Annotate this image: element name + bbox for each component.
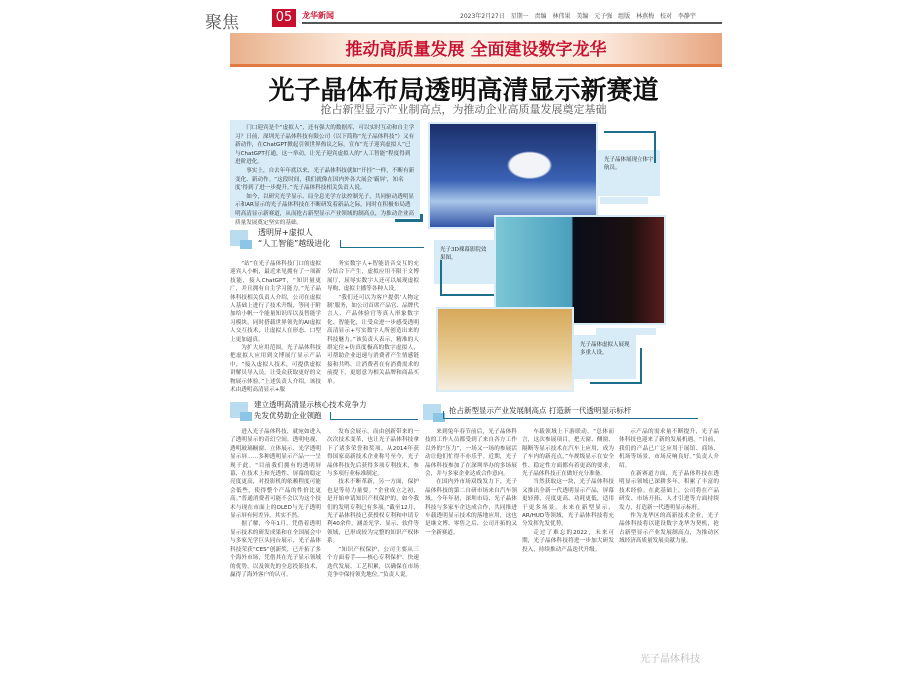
paragraph: 当然获取这一块，光子晶体科技又推出全新一代透明显示产品，屏幕更轻薄、亮度更高、功耗更低，适用于更多场景。未来在新型显示、AR/HUD等领域，光子晶体科技将充分发挥先发优势。 [522, 479, 614, 528]
section1-column-2 [327, 260, 419, 398]
section1-title-line1: 透明屏+虚拟人 [258, 228, 313, 237]
section3-column-1 [425, 428, 517, 664]
photo-virtual-receptionist [436, 307, 574, 392]
paragraph: 技术不断革新，另一方面，保护也是等待力量要。“企业成立之初，是开始申请知识产权保护的，如今我们的发明专利已有多项。”截至12月，光子晶体科技已获授权专利和申请专利40余件，涵盖光学、显示、软件等领域，已形成较为完整的知识产权体系。 [327, 479, 419, 545]
paragraph: 示产品的需求量不断提升，光子晶体科技也迎来了新的发展机遇。“目前，我们的产品已广泛应用于展馆、商场、机场等场景，市场反响良好。”负责人介绍。 [619, 429, 719, 469]
paragraph: 进入光子晶体科技，就宛如进入了透明显示的奇幻空间。透明电视、透明玻璃橱窗、立体展示、光学透明显示屏……多种透明显示产品一一呈现于此。“目前我们拥有的透明屏幕，在技术上和光透性、屏幕的稳定亮度更高，对投影机的依赖程度可能会低些，使得整个产品的性价比更高。”普通消费者可能不会以为这个技术与现在市面上的OLED与光子透明显示屏有何差异，其实不然。 [230, 429, 321, 520]
paragraph: 车载领域上下游联动，“总体而言，这次参展项目，把天窗、侧窗、隔断等显示技术在汽车上应用，成为了车内的新亮点。”车规级显示在安全性、稳定性方面都有着更高的要求，光子晶体科技正在做好充分准备。 [522, 429, 614, 478]
section2-title-line2: 先发优势助企业领跑 [254, 411, 322, 420]
section3-heading [423, 400, 723, 424]
section2-heading [230, 400, 420, 424]
paragraph: 发布会展示，而由创新带来的一次次技术变革，也让光子晶体科技拿下了诸多荣誉和奖项。从2014年获得国家高新技术企业称号至今，光子晶体科技先后获得多项专利技术，参与多项行业标准制定。 [327, 429, 419, 478]
photo-astronaut [428, 122, 598, 229]
paragraph: “我们还可以为客户提供‘人物定制’服务，如公司首席产品官、品牌代言人、产品体验官等真人形象数字化、智能化，让受众进一步感受透明高清显示+写实数字人所创造出来的科技魅力。”该负责人表示，精准的人群定位+仿真度极高的数字虚拟人，可帮助企业迅速与消费者产生情感链接和共鸣，让消费者在有消费需求的前提下，更愿意为相关品牌和商品买单。 [327, 294, 419, 385]
paragraph: 来到兔年春节前后，光子晶体科技的工作人员都受到了来自各方工作以外的“压力”，一场又一场的参展活动让他们忙得不亦乐乎。近期，光子晶体科技参加了在深圳举办的多场展会，并与多家企业达成合作意向。 [425, 429, 517, 478]
section1-column-1 [230, 260, 321, 398]
issue-meta: 2023年2月27日 星期一 责编 林伟果 美编 元子强 组版 林燕梅 校对 李静宇 [460, 13, 696, 20]
section1-title-line2: “人工智能”越级进化 [258, 239, 331, 248]
decor-corner [395, 214, 423, 222]
paragraph: “站”在光子晶体科技门口的虚拟迎宾人小帆，最近来见拥有了一项新技能，接入ChatGPT，“知识量更广，并且拥有自主学习能力。”光子晶体科技相关负责人介绍，公司在虚拟人基础上进行了技术升级，等同于附加给小帆一个能量知识库以及智能学习模块，同时搭载世界领先的AI虚拟人交互技术，让虚拟人在形态、口型上更加逼真。 [230, 261, 321, 343]
watermark: 光子晶体科技 [640, 654, 700, 665]
intro-paragraph: 门口迎宾是个“虚拟人”，还有强大的数据库，可以实时互动和自主学习？日前，深圳光子晶体科技有限公司（以下简称“光子晶体科技”）又有新动作，在ChatGPT掀起引领世界热议之际，宣布“光子迎宾虚拟人”已与ChatGPT打通，这一举动，让光子迎宾虚拟人的“人工智能”程度得到进阶进化。 [235, 125, 415, 166]
masthead-logo: 龙华新闻 [302, 11, 334, 20]
intro-box [230, 120, 420, 226]
intro-paragraph: 事实上，自去年年底以来，光子晶体科技就如“开挂”一样，不断有新变化、新动作。“这段时间，我们就像在国内外各大展会‘霸屏’，知名度‘得到了进一步提升。”光子晶体科技相关负责人说。 [235, 167, 415, 192]
section2-title-line1: 建立透明高清显示核心技术竞争力 [254, 400, 367, 409]
section3-column-2 [522, 428, 614, 664]
caption-virtual-human: 光子晶体虚拟人展现多重人设。 [574, 335, 636, 379]
section-label: 聚焦 [205, 13, 239, 33]
header-rule [302, 22, 722, 24]
subheadline: 抢占新型显示产业制高点，为推动企业高质量发展奠定基础 [320, 103, 607, 116]
section2-column-1 [230, 428, 321, 664]
section3-title: 抢占新型显示产业发展制高点 打造新一代透明显示标杆 [449, 406, 632, 415]
section3-column-3 [619, 428, 719, 664]
intro-paragraph: 如今，以研究光学显示、局全息光学方法控制光子，共同驱动透明显示和AR显示的光子晶体科技在不断研发着新品之际，同时在积极布局透明高清显示新赛道，从而抢占新型显示产业领域的制高点，为推动企业高质量发展奠定坚实的基础。 [235, 193, 415, 226]
headline: 光子晶体布局透明高清显示新赛道 [268, 76, 659, 106]
paragraph: “知识产权保护，公司主要从三个方面着手——核心专利保护、快速迭代发展、工艺积累，以确保在市场竞争中保持领先地位。”负责人说。 [327, 546, 419, 578]
theme-banner: 推动高质量发展 全面建设数字龙华 [230, 33, 722, 67]
paragraph: 据了解，今年1月，凭借着透明显示技术的研发成果和在全国展会中与多家光学巨头同台展示，光子晶体科技荣获“CES”创新奖，已开拓了多个海外市场，凭借其在光子显示领域的优势，以及领先的全息投影技术，赢得了海外客户的认可。 [230, 521, 321, 578]
section2-column-2 [327, 428, 419, 664]
paragraph: 务实数字人+智能语音交互的充分结合下产生，虚拟应用不限于文博展厅，屈辱实数字人还可以展现虚拟导购、虚拟主播等各种人设。 [327, 261, 419, 293]
paragraph: 在新赛道方面，光子晶体科技在透明显示领域已深耕多年，积累了丰富的技术经验。在此基础上，公司将在产品研发、市场开拓、人才引进等方面持续发力，打造新一代透明显示标杆。 [619, 471, 719, 511]
paragraph: 为扩大应用范围，光子晶体科技把虚拟人应用到文博展厅显示产品中，“接入虚拟人技术，可提供虚拟讲解员导入员，让受众获取更好的文物展示体验。”上述负责人介绍，该技术由透明高清显示+服 [230, 345, 321, 394]
paragraph: 在国内外市场双线发力下，光子晶体科技的第二自研市场来自汽车领域。今年年初，深圳市局、光子晶体科技与多家车企达成合作，共同推进车载透明显示技术的落地应用，这也是继文博、零售之后，公司开拓的又一全新赛道。 [425, 479, 517, 536]
paragraph: 走过了难忘的2022，未来可期，光子晶体科技将进一步加大研发投入，持续推动产品迭代升级。 [522, 529, 614, 553]
caption-3d-cinema: 光子3D裸幕影院效果图。 [434, 240, 494, 284]
page-number: 05 [272, 9, 296, 27]
paragraph: 作为龙华区的高新技术企业，光子晶体科技将以建设数字龙华为契机，抢占新型显示产业发展制高点，为推动区域经济高质量发展贡献力量。 [619, 513, 719, 545]
caption-astronaut: 光子晶体展现立体宇航员。 [598, 150, 660, 196]
section1-heading [230, 228, 425, 254]
